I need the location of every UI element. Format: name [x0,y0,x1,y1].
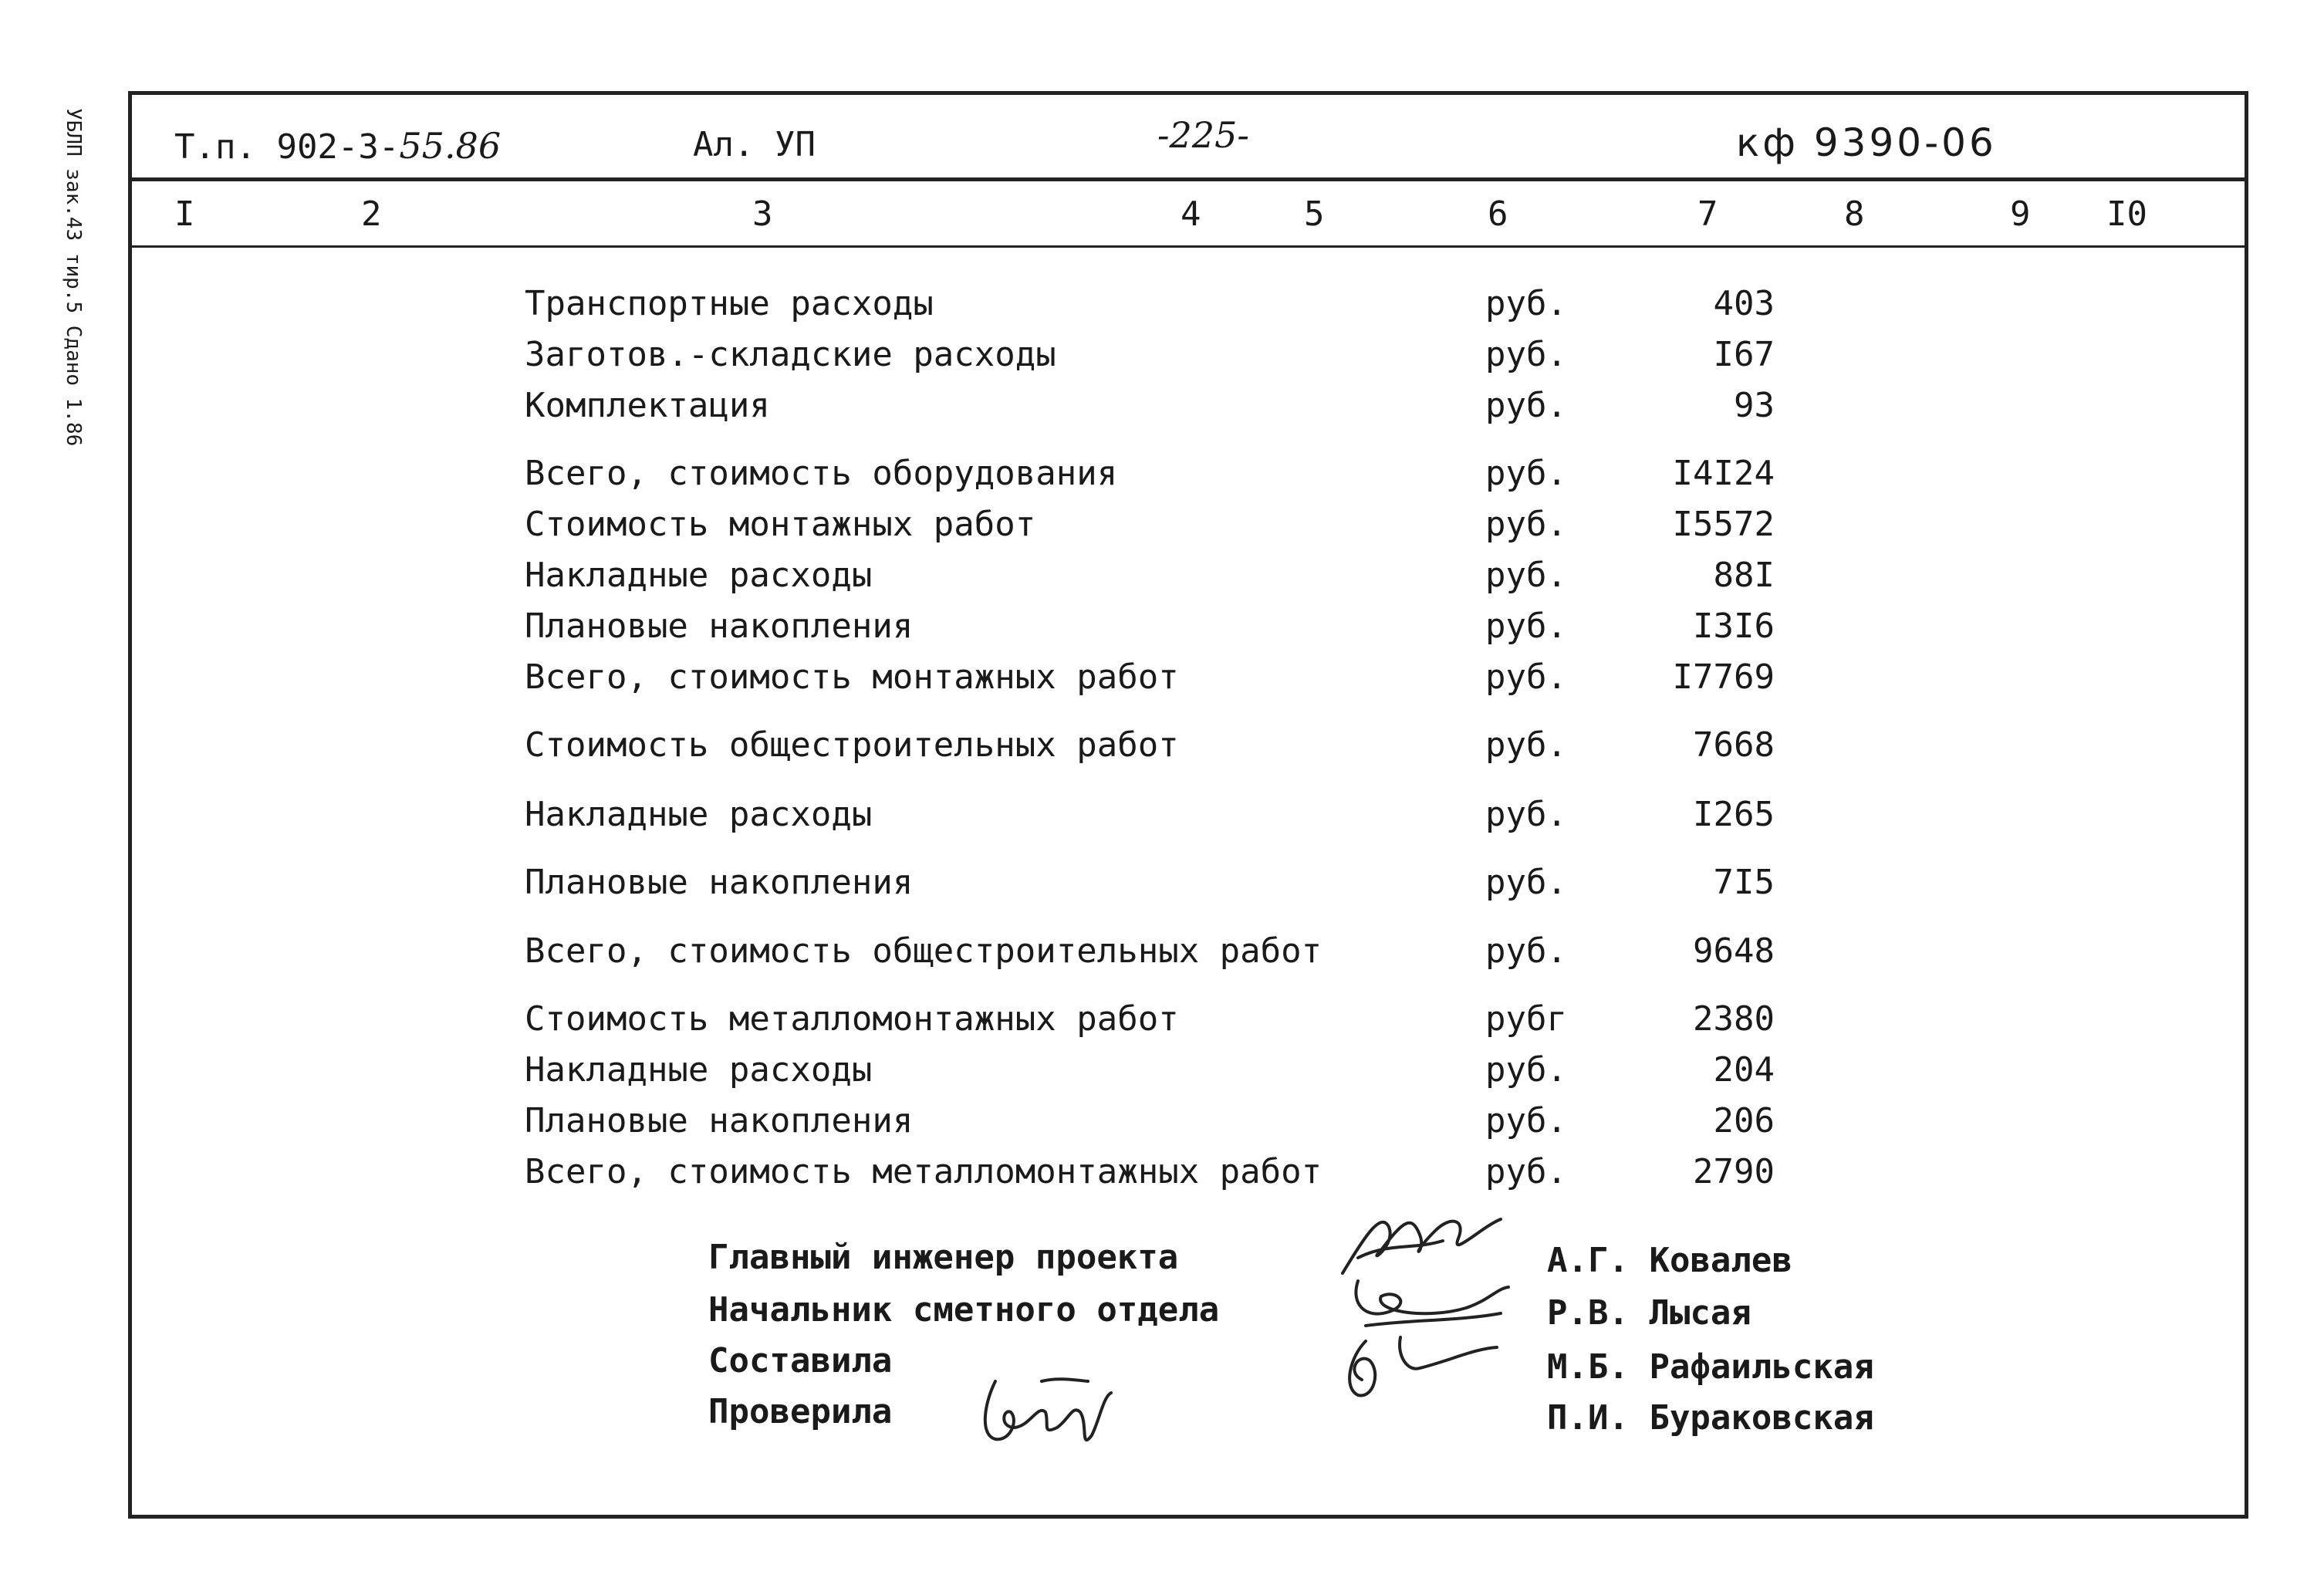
signature-role: Проверила [708,1392,893,1431]
column-number: 3 [752,194,773,234]
signature-name: Р.В. Лысая [1547,1293,1751,1333]
row-unit: руб. [1485,335,1567,374]
signature-role: Составила [708,1341,893,1380]
row-value: I7769 [1672,657,1775,697]
signature-name: П.И. Бураковская [1547,1398,1874,1438]
signature-scribble-checker [972,1366,1127,1466]
column-number: I [174,194,195,234]
row-unit: руб. [1485,1050,1567,1090]
column-number: 4 [1181,194,1201,234]
row-label: Плановые накопления [525,607,914,646]
signature-scribble-compiler [1335,1326,1505,1411]
row-value: 403 [1713,284,1775,323]
column-number: 2 [361,194,382,234]
row-unit: руб. [1485,1101,1567,1140]
row-label: Комплектация [525,386,770,425]
row-unit: руб. [1485,795,1567,834]
column-header-divider [128,245,2248,248]
row-unit: руб. [1485,725,1567,765]
row-unit: руб. [1485,386,1567,425]
row-unit: руб. [1485,505,1567,544]
row-label: Всего, стоимость металломонтажных работ [525,1152,1322,1191]
row-value: I265 [1693,795,1775,834]
album-label: Ал. УП [693,125,816,164]
row-label: Накладные расходы [525,795,873,834]
row-label: Транспортные расходы [525,284,934,323]
row-label: Стоимость общестроительных работ [525,725,1179,765]
row-value: I3I6 [1693,607,1775,646]
row-label: Плановые накопления [525,1101,914,1140]
signature-name: А.Г. Ковалев [1547,1241,1792,1280]
row-label: Плановые накопления [525,863,914,902]
row-value: 88I [1713,556,1775,595]
column-number: 9 [2010,194,2031,234]
column-number: 8 [1844,194,1865,234]
row-label: Накладные расходы [525,1050,873,1090]
doc-code [174,125,501,167]
column-number: 6 [1488,194,1508,234]
row-value: 204 [1713,1050,1775,1090]
row-unit: руб. [1485,607,1567,646]
row-value: 206 [1713,1101,1775,1140]
page-number: -225- [1157,114,1249,156]
signature-role: Главный инженер проекта [708,1238,1179,1277]
row-unit: руб. [1485,284,1567,323]
row-unit: руб. [1485,556,1567,595]
row-value: 9648 [1693,931,1775,971]
signature-name: М.Б. Рафаильская [1547,1347,1874,1387]
inventory-number: кф 9390-06 [1736,120,1997,165]
row-value: I67 [1713,335,1775,374]
doc-code-handwritten: 55.86 [399,125,502,167]
row-value: 2380 [1693,999,1775,1039]
row-unit: руб. [1485,454,1567,493]
row-label: Накладные расходы [525,556,873,595]
row-value: 2790 [1693,1152,1775,1191]
row-value: 7668 [1693,725,1775,765]
row-value: I5572 [1672,505,1775,544]
row-label: Стоимость металломонтажных работ [525,999,1179,1039]
row-label: Всего, стоимость монтажных работ [525,657,1179,697]
row-label: Всего, стоимость общестроительных работ [525,931,1322,971]
side-stamp: УБЛП зак.43 тир.5 Сдано 1.86 [62,108,85,447]
row-label: Всего, стоимость оборудования [525,454,1118,493]
column-number: I0 [2106,194,2147,234]
row-unit: рубг [1485,999,1567,1039]
signature-role: Начальник сметного отдела [708,1290,1220,1330]
row-unit: руб. [1485,1152,1567,1191]
row-value: 93 [1734,386,1775,425]
row-label: Стоимость монтажных работ [525,505,1036,544]
column-number: 5 [1304,194,1325,234]
row-value: 7I5 [1713,863,1775,902]
doc-code-printed: Т.п. 902-3- [174,127,400,167]
row-unit: руб. [1485,657,1567,697]
header-divider [128,177,2248,181]
column-number: 7 [1697,194,1718,234]
row-label: Заготов.-складские расходы [525,335,1056,374]
row-value: I4I24 [1672,454,1775,493]
signature-scribble-estimate-head [1343,1266,1520,1335]
row-unit: руб. [1485,931,1567,971]
row-unit: руб. [1485,863,1567,902]
